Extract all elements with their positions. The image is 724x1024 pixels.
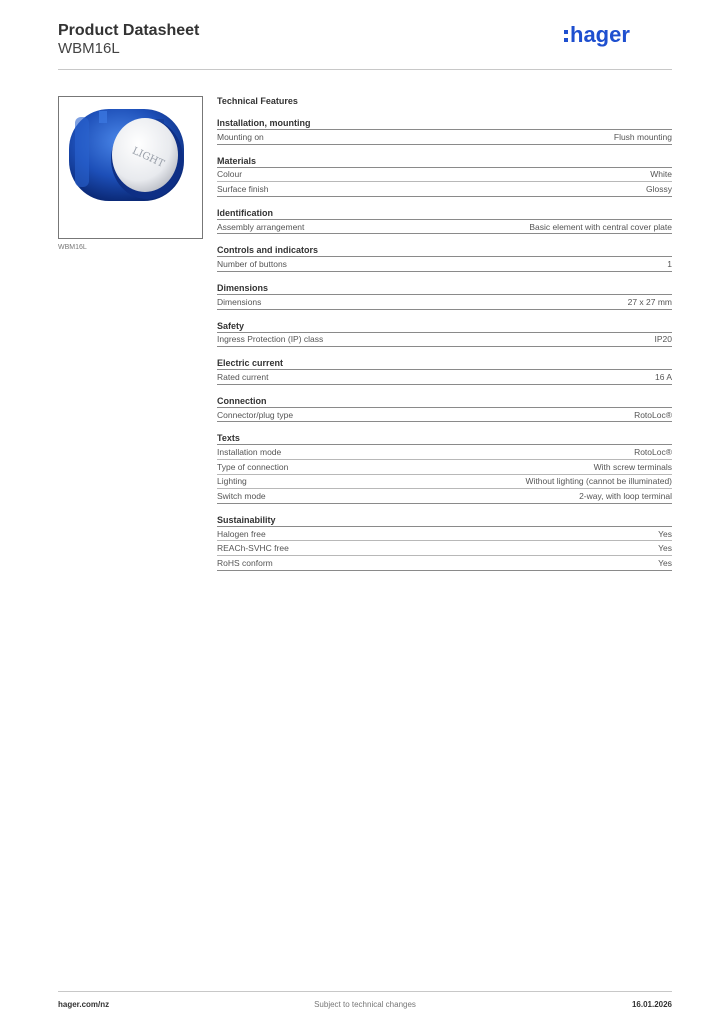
feature-value: With screw terminals [593,461,672,472]
feature-label: Connector/plug type [217,409,294,420]
feature-label: Halogen free [217,528,266,539]
feature-group [217,282,672,310]
product-label-text: LIGHT [130,145,166,170]
group-title: Dimensions [217,282,672,295]
feature-label: Installation mode [217,447,282,458]
group-title: Controls and indicators [217,244,672,257]
feature-row [217,460,672,475]
feature-value: 27 x 27 mm [627,296,672,307]
feature-row [217,445,672,460]
feature-group [217,357,672,385]
document-title: Product Datasheet [58,22,200,39]
feature-value: Basic element with central cover plate [529,221,672,232]
feature-label: Lighting [217,476,247,487]
feature-row [217,489,672,504]
feature-group [217,244,672,272]
feature-label: Number of buttons [217,259,287,270]
page-header [58,20,672,70]
feature-row [217,182,672,197]
feature-value: RotoLoc® [634,409,672,420]
feature-group [217,207,672,235]
feature-value: 1 [667,259,672,270]
feature-label: Type of connection [217,461,289,472]
feature-group [217,395,672,423]
feature-row [217,257,672,272]
footer-note: Subject to technical changes [314,1000,416,1009]
feature-value: Flush mounting [613,131,672,142]
hager-logo [564,20,654,50]
feature-row [217,408,672,423]
feature-value: 2-way, with loop terminal [579,490,672,501]
feature-row [217,475,672,490]
feature-value: Glossy [646,183,672,194]
feature-label: Mounting on [217,131,264,142]
feature-group [217,432,672,503]
feature-group [217,155,672,197]
image-caption: WBM16L [58,244,87,251]
product-code: WBM16L [58,40,120,57]
feature-label: Colour [217,169,243,180]
feature-label: Ingress Protection (IP) class [217,334,324,345]
feature-value: Yes [658,543,672,554]
feature-value: Yes [658,557,672,568]
page-footer [58,991,672,1011]
group-title: Electric current [217,357,672,370]
footer-date: 16.01.2026 [631,1000,672,1009]
feature-row [217,295,672,310]
feature-value: Without lighting (cannot be illuminated) [525,476,672,487]
feature-label: REACh-SVHC free [217,543,289,554]
feature-label: Dimensions [217,296,262,307]
feature-label: Rated current [217,371,269,382]
feature-value: 16 A [654,371,672,382]
feature-label: Surface finish [217,183,269,194]
group-title: Connection [217,395,672,408]
feature-label: RoHS conform [217,557,273,568]
group-title: Sustainability [217,514,672,527]
feature-group [217,117,672,145]
feature-label: Switch mode [217,490,266,501]
group-title: Safety [217,320,672,333]
feature-value: RotoLoc® [634,447,672,458]
feature-row [217,527,672,542]
feature-value: White [650,169,672,180]
feature-row [217,220,672,235]
group-title: Installation, mounting [217,117,672,130]
feature-groups [217,117,672,571]
feature-value: Yes [658,528,672,539]
product-illustration [59,97,203,239]
logo-text: hager [570,22,630,47]
technical-features [217,96,672,581]
footer-website: hager.com/nz [58,1000,110,1009]
group-title: Materials [217,155,672,168]
feature-row [217,556,672,571]
group-title: Texts [217,432,672,445]
feature-row [217,370,672,385]
section-title: Technical Features [217,96,298,106]
feature-group [217,514,672,571]
feature-row [217,168,672,183]
product-image [58,96,203,239]
feature-row [217,130,672,145]
feature-value: IP20 [654,334,672,345]
group-title: Identification [217,207,672,220]
feature-row [217,541,672,556]
feature-label: Assembly arrangement [217,221,305,232]
feature-row [217,333,672,348]
feature-group [217,320,672,348]
